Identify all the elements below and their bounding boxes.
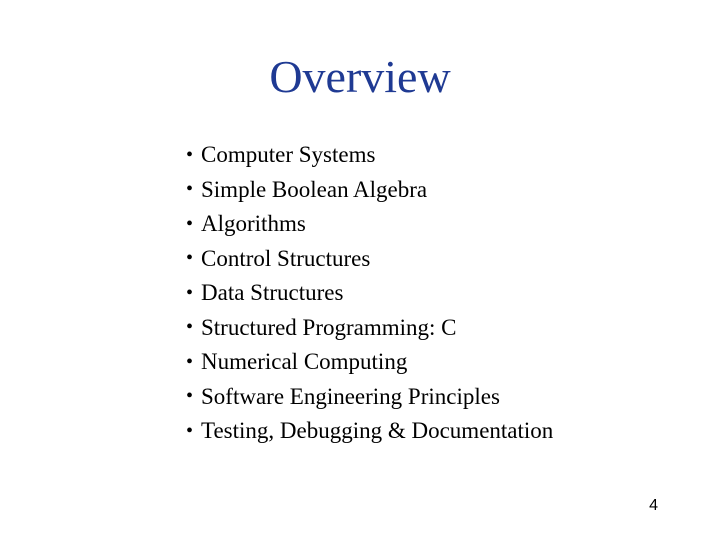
bullet-icon: •: [186, 350, 194, 373]
bullet-item: [186, 414, 553, 449]
bullet-item: [186, 173, 553, 208]
bullet-text: Simple Boolean Algebra: [201, 176, 428, 202]
bullet-text: Structured Programming: C: [201, 314, 457, 340]
bullet-icon: •: [186, 281, 194, 304]
bullet-text: Algorithms: [201, 211, 306, 237]
bullet-icon: •: [186, 178, 194, 201]
page-number: 4: [649, 497, 658, 514]
bullet-icon: •: [186, 316, 194, 339]
bullet-item: [186, 207, 553, 242]
bullet-icon: •: [186, 385, 194, 408]
bullet-item: [186, 380, 553, 415]
bullet-item: [186, 311, 553, 346]
bullet-icon: •: [186, 419, 194, 442]
slide-title: Overview: [269, 51, 451, 102]
bullet-icon: •: [186, 143, 194, 166]
bullet-item: [186, 242, 553, 277]
bullet-item: [186, 138, 553, 173]
bullet-icon: •: [186, 212, 194, 235]
bullet-text: Control Structures: [201, 245, 371, 271]
bullet-text: Numerical Computing: [201, 349, 408, 375]
bullet-text: Software Engineering Principles: [201, 383, 500, 409]
bullet-text: Computer Systems: [201, 142, 376, 168]
bullet-text: Testing, Debugging & Documentation: [201, 418, 554, 444]
bullet-list: [186, 138, 553, 449]
bullet-text: Data Structures: [201, 280, 344, 306]
bullet-item: [186, 276, 553, 311]
bullet-item: [186, 345, 553, 380]
bullet-icon: •: [186, 247, 194, 270]
